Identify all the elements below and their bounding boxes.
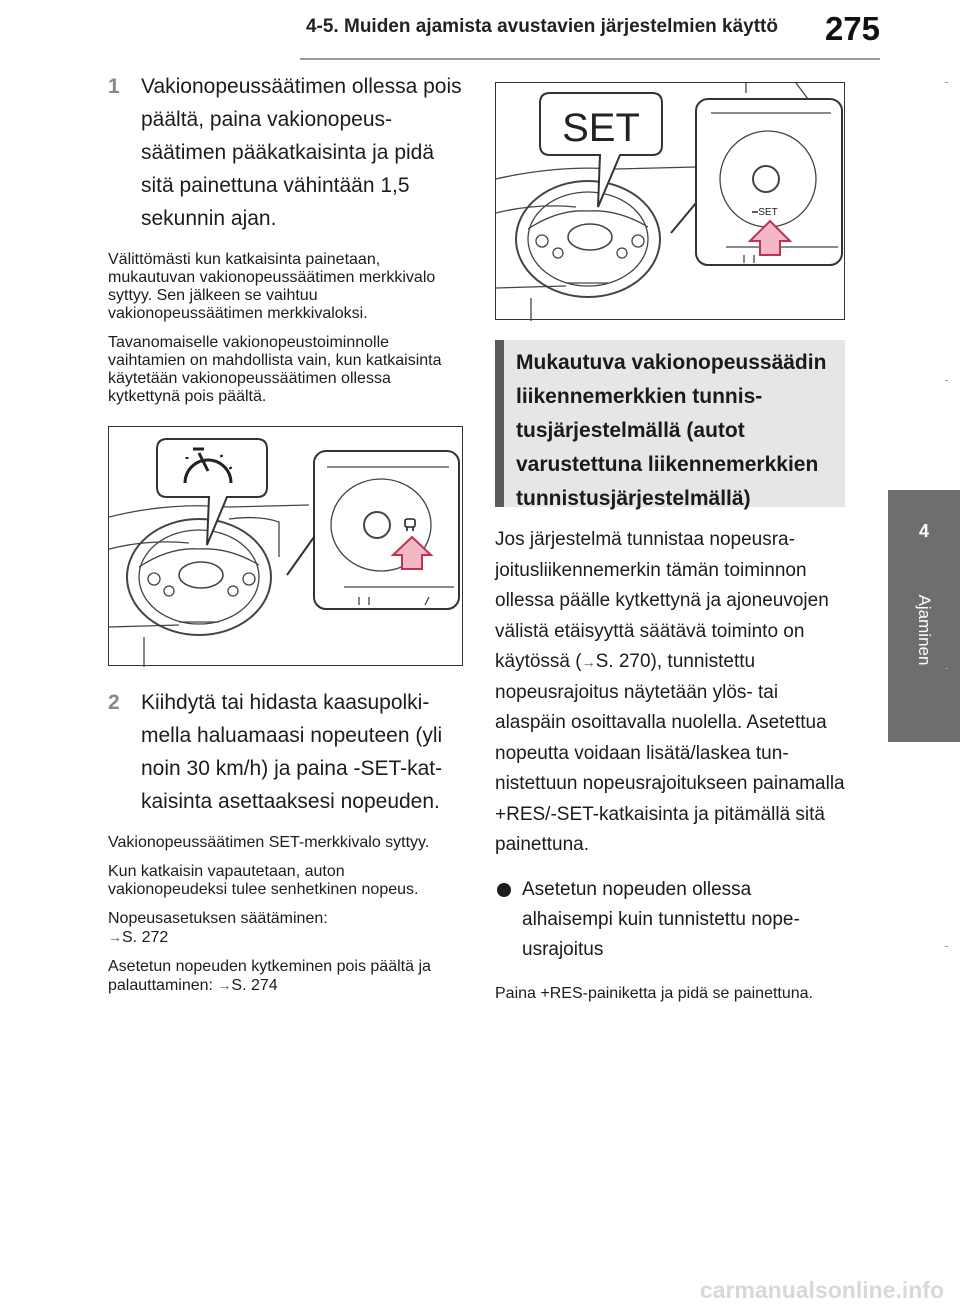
set-switch-label: SET (758, 207, 778, 218)
body-text-part: ), tunnistettu nopeusrajoitus näytetään ylös- tai alaspäin osoittavalla nuolella. Asetettua nopeutta voidaan lisätä/laskea tunnistettuun nopeusrajoitukseen painamalla +RES/-SET-katkaisinta ja pitämällä sitä painettuna. (495, 651, 845, 855)
watermark: carmanualsonline.info (699, 1277, 944, 1303)
edge-tick (945, 668, 948, 669)
arrow-right-icon: → (581, 654, 596, 670)
edge-tick (945, 380, 948, 381)
bullet-text: Asetetun nopeuden ollessa alhaisempi kuin tunnistettu nopeusrajoitus (522, 878, 800, 960)
step-number: 1 (108, 75, 120, 98)
note-release: Kun katkaisin vapautetaan, auton vakionopeudeksi tulee senhetkinen nopeus. (108, 863, 419, 898)
note-speed-adjust (108, 910, 463, 947)
note-cancel-resume (108, 958, 463, 995)
speedometer-callout (157, 439, 267, 545)
figure-set-switch (495, 82, 845, 320)
header-rule (300, 58, 880, 60)
page-header (0, 0, 960, 62)
figure-main-switch (108, 426, 463, 666)
page-ref-link[interactable]: S. 272 (122, 929, 169, 946)
note-label: Nopeusasetuksen säätäminen: (108, 910, 328, 927)
switch-detail-panel (314, 451, 459, 609)
note-label: Asetetun nopeuden kytkeminen pois päältä ja palauttaminen: (108, 958, 431, 994)
edge-tick (945, 82, 948, 83)
step-text: Vakionopeussäätimen ollessa pois päältä, paina vakionopeussäätimen pääkatkaisinta ja pidä sitä painettuna vähintään 1,5 sekunnin ajan. (141, 75, 462, 230)
bullet-dot-icon (497, 883, 511, 897)
step-text: Kiihdytä tai hidasta kaasupolkimella haluamaasi nopeuteen (yli noin 30 km/h) ja paina -SET-katkaisinta asettaaksesi nopeuden. (141, 691, 443, 813)
note-mode-switch: Tavanomaiselle vakionopeustoiminnolle vaihtamien on mahdollista vain, kun katkaisinta käytetään vakionopeussäätimen ollessa kytkettynä pois päältä. (108, 334, 442, 405)
step-2 (108, 686, 463, 818)
section-heading-box (495, 340, 845, 510)
edge-tick (945, 946, 948, 947)
callout-leader (671, 203, 696, 233)
body-paragraph (495, 525, 845, 861)
bullet-item (495, 875, 845, 965)
step-number: 2 (108, 691, 120, 714)
page-ref-link[interactable]: S. 274 (231, 977, 278, 994)
chapter-number: 4 (918, 521, 929, 541)
arrow-right-icon: → (217, 977, 232, 993)
chapter-label: Ajaminen (915, 594, 934, 666)
callout-leader (287, 537, 314, 575)
body-text-part: Jos järjestelmä tunnistaa nopeusrajoitusliikennemerkin tämän toiminnon ollessa päälle kytkettynä ja ajoneuvojen välistä etäisyyttä säätävä toiminto on käytössä ( (495, 529, 829, 672)
note-set-indicator: Vakionopeussäätimen SET-merkkivalo syttyy. (108, 834, 430, 851)
arrow-right-icon: → (108, 929, 122, 945)
note-res: Paina +RES-painiketta ja pidä se painettuna. (495, 984, 813, 1002)
left-column (108, 70, 463, 995)
note-indicator: Välittömästi kun katkaisinta painetaan, mukautuvan vakionopeussäätimen merkkivalo syttyy. Sen jälkeen se vaihtuu vakionopeussäätimen merkkivaloksi. (108, 251, 436, 322)
page-number: 275 (824, 10, 880, 47)
set-callout-label: SET (562, 106, 640, 150)
section-title: 4-5. Muiden ajamista avustavien järjestelmien käyttö (305, 16, 778, 37)
right-column (495, 82, 845, 1007)
step-1 (108, 70, 463, 235)
page-ref-link[interactable]: S. 270 (595, 651, 651, 672)
section-heading: Mukautuva vakionopeussäädin liikennemerkkien tunnistusjärjestelmällä (autot varustettuna liikennemerkkien tunnistusjärjestelmällä) (516, 351, 827, 510)
